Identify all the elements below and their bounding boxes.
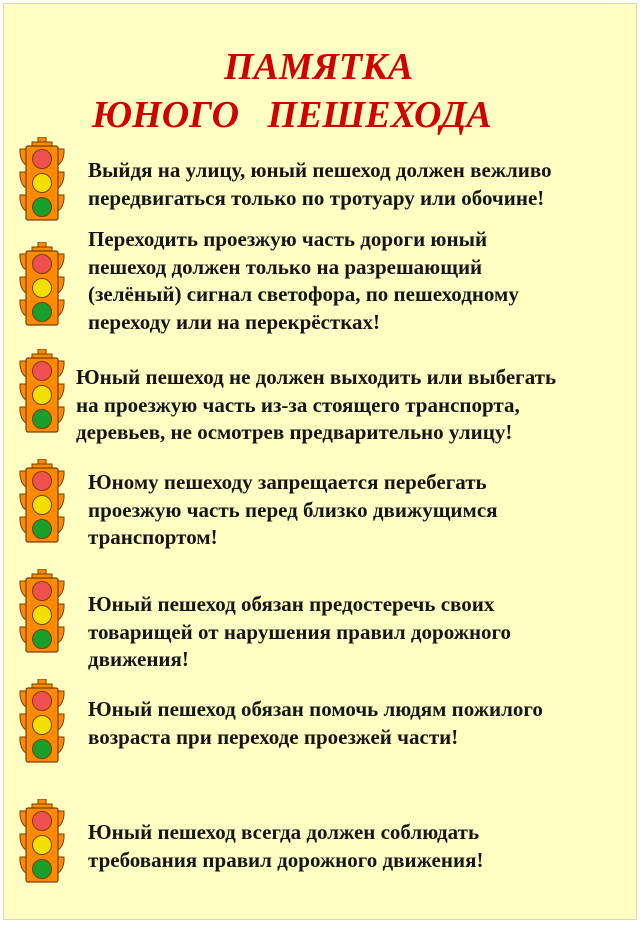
traffic-light-icon	[17, 679, 67, 763]
title-line-1: ПАМЯТКА	[224, 46, 414, 88]
title-line-2: ЮНОГО ПЕШЕХОДА	[92, 94, 492, 136]
traffic-light-icon	[17, 799, 67, 883]
rule-5-text: Юный пешеход обязан предостеречь своих товарищей от нарушения правил дорожного движения!	[88, 592, 512, 671]
traffic-light-icon	[17, 349, 67, 433]
rule-2-text: Переходить проезжую часть дороги юный пешеход должен только на разрешающий (зелёный) сигнал светофора, по пешеходному переходу или на перекрёстках!	[88, 227, 519, 334]
rule-3-text: Юный пешеход не должен выходить или выбегать на проезжую часть из-за стоящего транспорта, деревьев, не осмотрев предварительно улицу!	[76, 365, 557, 444]
traffic-light-icon	[17, 459, 67, 543]
traffic-light-icon	[17, 569, 67, 653]
traffic-light-icon	[17, 137, 67, 221]
rule-7-text: Юный пешеход всегда должен соблюдать требования правил дорожного движения!	[88, 820, 484, 872]
rule-4-text: Юному пешеходу запрещается перебегать проезжую часть перед близко движущимся транспортом!	[88, 470, 498, 549]
rule-1-text: Выйдя на улицу, юный пешеход должен вежливо передвигаться только по тротуару или обочине!	[88, 158, 552, 210]
traffic-light-icon	[17, 242, 67, 326]
memo-page	[3, 3, 637, 920]
rule-6-text: Юный пешеход обязан помочь людям пожилого возраста при переходе проезжей части!	[88, 697, 543, 749]
